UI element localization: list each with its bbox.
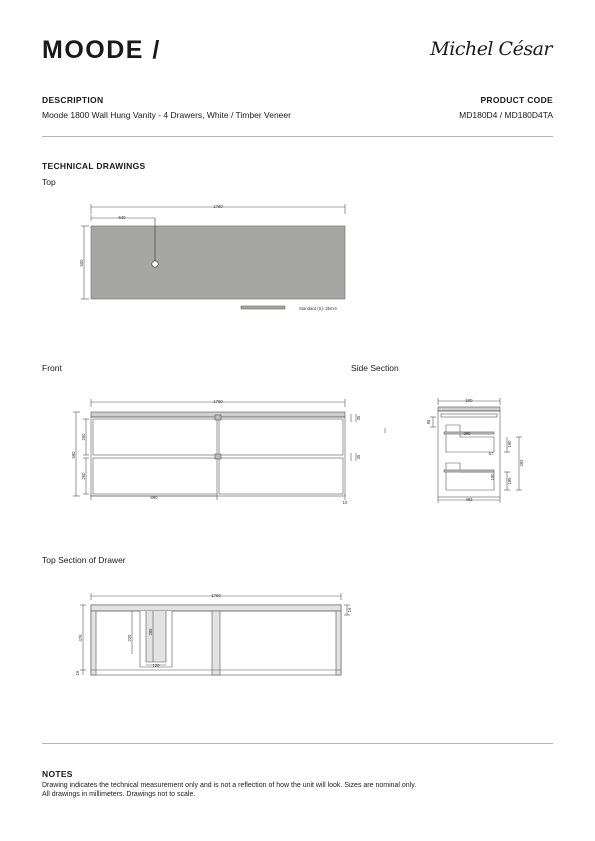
dim-drawer-depth: 476 bbox=[78, 634, 83, 642]
product-code-heading: PRODUCT CODE bbox=[480, 95, 553, 105]
dim-front-height: 590 bbox=[71, 451, 76, 459]
dim-top-depth: 500 bbox=[79, 259, 84, 267]
dim-drawer-side: 16 bbox=[347, 607, 352, 613]
dim-front-gap-top: 35 bbox=[356, 415, 361, 421]
dim-side-r1: 190 bbox=[507, 440, 512, 448]
vanity-top-surface bbox=[91, 226, 345, 299]
drawer-section-drawing bbox=[80, 593, 350, 675]
dim-drawer-width: 1760 bbox=[211, 593, 221, 598]
top-view-label: Top bbox=[42, 177, 56, 187]
tap-hole bbox=[152, 261, 158, 267]
side-section-drawing bbox=[430, 398, 522, 503]
front-view-label: Front bbox=[42, 363, 62, 373]
dim-top-hole: 640 bbox=[118, 215, 126, 220]
dim-side-bottom: 492 bbox=[465, 497, 473, 502]
page-title: MOODE / bbox=[42, 36, 161, 64]
dim-front-gap-mid: 35 bbox=[356, 454, 361, 460]
dim-drawer-bottom: 16 bbox=[75, 670, 80, 676]
dim-front-lower: 260 bbox=[81, 472, 86, 480]
notes-heading: NOTES bbox=[42, 769, 73, 779]
dim-side-inner: 390 bbox=[463, 431, 471, 436]
dim-side-top: 95 bbox=[426, 419, 431, 425]
dim-side-left: 190 bbox=[490, 473, 495, 481]
side-section-label: Side Section bbox=[351, 363, 399, 373]
divider-bottom bbox=[42, 743, 553, 744]
dim-drawer-cut-b: 285 bbox=[148, 628, 153, 636]
description-heading: DESCRIPTION bbox=[42, 95, 104, 105]
description-text: Moode 1800 Wall Hung Vanity - 4 Drawers, White / Timber Veneer bbox=[42, 110, 291, 120]
notes-line-1: Drawing indicates the technical measurement only and is not a reflection of how the unit will look. Sizes are nominal only. bbox=[42, 782, 417, 789]
product-code-text: MD180D4 / MD180D4TA bbox=[459, 110, 553, 120]
notes-line-2: All drawings in millimeters. Drawings not to scale. bbox=[42, 791, 196, 798]
dim-side-small: 67 bbox=[488, 451, 494, 456]
dim-front-width: 1780 bbox=[213, 399, 223, 404]
top-legend-text: Standard (S)- 25mm bbox=[299, 306, 337, 311]
dim-side-width: 500 bbox=[465, 398, 473, 403]
dim-front-half: 890 bbox=[150, 495, 158, 500]
front-view-drawing bbox=[73, 399, 385, 500]
drawer-section-label: Top Section of Drawer bbox=[42, 555, 126, 565]
standard-thickness-swatch bbox=[241, 306, 285, 309]
dim-top-width: 1780 bbox=[213, 204, 223, 209]
brand-logo: Michel César bbox=[430, 38, 552, 60]
side-top-slab bbox=[438, 407, 500, 411]
dim-front-base: 10 bbox=[342, 500, 348, 505]
dim-side-r2: 492 bbox=[519, 459, 524, 467]
dim-front-upper: 260 bbox=[81, 433, 86, 441]
technical-drawings-heading: TECHNICAL DRAWINGS bbox=[42, 161, 146, 171]
dim-drawer-cut-w: 120 bbox=[152, 663, 160, 668]
dim-side-r3: 185 bbox=[507, 477, 512, 485]
dim-drawer-cut-a: 225 bbox=[127, 634, 132, 642]
